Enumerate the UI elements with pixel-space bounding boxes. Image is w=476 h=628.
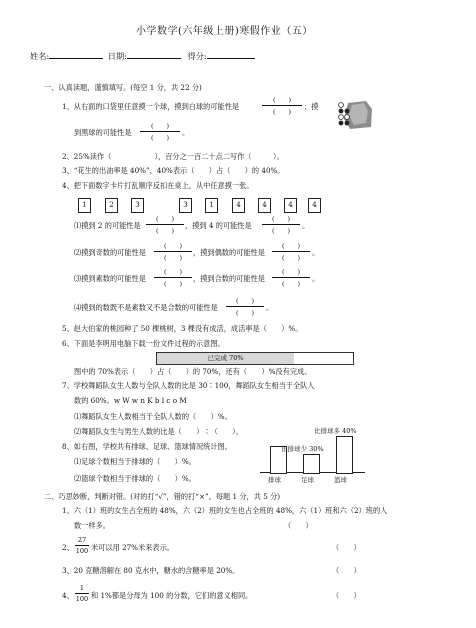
q4-4-text-b: 。 xyxy=(266,303,274,312)
score-field[interactable] xyxy=(207,50,255,59)
q4-2-text-a: ⑵摸到奇数的可能性是 xyxy=(74,248,146,257)
judge-q2-text: 米可以用 27%米来表示。 xyxy=(91,543,174,552)
q2-text: 2、25%读作（ ），百分之一百二十点二写作（ ）。 xyxy=(62,152,284,161)
q4-2-text-c: 。 xyxy=(312,248,320,257)
q4-3-text-a: ⑶摸到素数的可能性是 xyxy=(74,274,146,283)
q4-3-text-c: 。 xyxy=(312,274,320,283)
number-card: 4 xyxy=(258,198,271,213)
name-label: 姓名: xyxy=(30,51,50,61)
q8-text: 8、如右图，学校共有排球、足球、篮球情况统计图。 xyxy=(62,442,232,451)
judge-q2-fraction: 27 100 xyxy=(75,536,89,555)
name-field[interactable] xyxy=(49,50,103,59)
judge-q1-text-b: 数一样多。 xyxy=(74,521,110,530)
number-card: 4 xyxy=(284,198,297,213)
section2-heading: 二、巧思妙断，判断对错。(对的打“√”，错的打“×”。每题 1 分，共 5 分) xyxy=(44,492,281,501)
q4-2-fraction-a[interactable]: ( ) ( ) xyxy=(154,241,192,262)
number-card: 1 xyxy=(205,198,218,213)
chart-category-label: 足球 xyxy=(301,476,314,484)
q3-text: 3、“花生的出油率是 40%”，40%表示（ ）占（ ）的 40%。 xyxy=(62,166,285,175)
q4-1-text-a: ⑴摸到 2 的可能性是 xyxy=(74,221,141,230)
judge-q3-text: 3、20 克糖溶解在 80 克水中，糖水的含糖率是 20%。 xyxy=(62,566,240,575)
q4-1-fraction-b[interactable]: ( ) ( ) xyxy=(262,214,300,235)
q4-text: 4、把下面数字卡片打乱顺序反扣在桌上，从中任意摸一张。 xyxy=(62,181,254,190)
chart-category-label: 排球 xyxy=(268,476,281,484)
chart-bar xyxy=(303,454,320,474)
q1-text-d: 。 xyxy=(182,128,190,137)
judge-q2-prefix: 2、 xyxy=(62,543,74,552)
q4-1-fraction-a[interactable]: ( ) ( ) xyxy=(146,214,184,235)
chart-annotation: 比排球少 30% xyxy=(281,444,324,453)
number-card: 3 xyxy=(179,198,192,213)
q1-text-a: 1、从右面的口袋里任意摸一个球，摸到白球的可能性是 xyxy=(62,102,240,111)
q8-2-text: ⑵篮球个数相当于排球的（ ）%。 xyxy=(74,474,196,483)
download-progress-bar xyxy=(156,352,354,365)
q7-2-text: ⑵舞蹈队女生与男生人数的比是（ ）∶（ ）。 xyxy=(74,427,243,436)
number-card: 2 xyxy=(105,198,118,213)
ball-bag-image xyxy=(338,97,374,131)
q4-1-text-c: 。 xyxy=(302,221,310,230)
q1-fraction-black[interactable]: ( ) ( ) xyxy=(140,121,180,142)
date-field[interactable] xyxy=(127,50,181,59)
q7-1-text: ⑴舞蹈队女生人数相当于全队人数的（ ）%。 xyxy=(74,412,232,421)
q1-fraction-white[interactable]: ( ) ( ) xyxy=(262,95,302,116)
number-card: 4 xyxy=(308,198,321,213)
q1-text-c: 到黑球的可能性是 xyxy=(74,128,132,137)
q7-text-a: 7、学校舞蹈队女生人数与全队人数的比是 30∶100，舞蹈队女生相当于全队人 xyxy=(62,381,315,390)
q4-4-text-a: ⑷摸到的数既不是素数又不是合数的可能性是 xyxy=(74,303,218,312)
download-progress-label: 已完成 70% xyxy=(207,354,244,362)
q6-text: 6、下面是李明用电脑下载一份文件过程的示意图。 xyxy=(62,339,225,348)
q4-2-text-b: ，摸到偶数的可能性是 xyxy=(193,248,265,257)
page-title: 小学数学(六年级上册)寒假作业（五） xyxy=(136,26,313,37)
section1-heading: 一、认真读题，谨慎填写。(每空 1 分，共 22 分) xyxy=(44,83,202,92)
judge-q1-answer[interactable]: （ ） xyxy=(284,521,313,530)
q4-3-fraction-b[interactable]: ( ) ( ) xyxy=(272,267,310,288)
q8-1-text: ⑴足球个数相当于排球的（ ）%。 xyxy=(74,457,196,466)
number-card: 4 xyxy=(232,198,245,213)
download-progress-fill xyxy=(157,353,294,364)
number-card: 3 xyxy=(131,198,144,213)
q5-text: 5、赵大伯家的桃园种了 50 棵桃树，3 棵没有成活，成活率是（ ）%。 xyxy=(62,324,303,333)
judge-q4-answer[interactable]: （ ） xyxy=(332,591,361,600)
student-info xyxy=(30,50,255,62)
judge-q2-answer[interactable]: （ ） xyxy=(332,543,361,552)
q4-3-text-b: ，摸到合数的可能性是 xyxy=(193,274,265,283)
q7-text-b: 数的 60%。w W w n K b l c o M xyxy=(74,396,187,405)
judge-q4-fraction: 1 100 xyxy=(75,584,89,603)
q4-3-fraction-a[interactable]: ( ) ( ) xyxy=(154,267,192,288)
q1-text-b: ；摸 xyxy=(304,102,319,111)
judge-q3-answer[interactable]: （ ） xyxy=(332,566,361,575)
date-label: 日期: xyxy=(107,51,127,61)
q4-4-fraction[interactable]: ( ) ( ) xyxy=(226,296,264,317)
q4-2-fraction-b[interactable]: ( ) ( ) xyxy=(272,241,310,262)
number-card: 1 xyxy=(78,198,91,213)
judge-q1-text-a: 1、六（1）班的女生占全班的 48%，六（2）班的女生也占全班的 48%，六（1）班和六（2）班的人 xyxy=(62,506,388,515)
chart-bar xyxy=(336,436,353,474)
score-label: 得分: xyxy=(187,51,207,61)
chart-annotation: 比排球多 40% xyxy=(314,426,357,435)
judge-q4-text: 和 1%都是分母为 100 的分数，它们的意义相同。 xyxy=(91,591,253,600)
q6-b-text: 图中的 70%表示（ ）占（ ）的 70%，还有（ ）%没有完成。 xyxy=(74,367,312,376)
judge-q4-prefix: 4、 xyxy=(62,591,74,600)
chart-category-label: 篮球 xyxy=(334,476,347,484)
q4-1-text-b: ，摸到 4 的可能性是 xyxy=(185,221,252,230)
